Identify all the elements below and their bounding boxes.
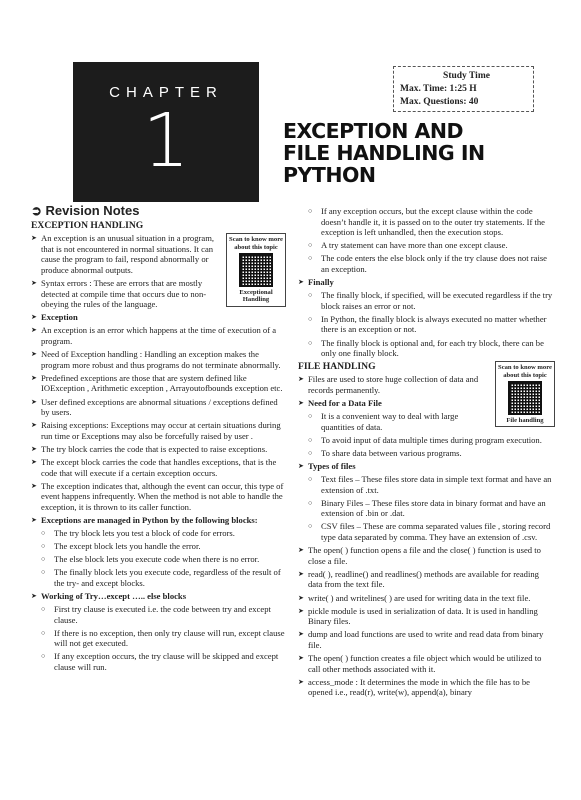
list-item: ➤ Need of Exception handling : Handling an exception makes the program more robust and thus programs do not terminate abnormally. [31, 349, 286, 370]
list-item: ➤ An exception is an unusual situation in a program, that is not encountered in normal situations. It can cause the program to fail, respond abnormally or produce abnormal outputs. [31, 233, 286, 275]
list-item: ➤ Finally [298, 277, 555, 288]
title-line: PYTHON [283, 163, 376, 187]
sub-item: ○ A try statement can have more than one except clause. [298, 240, 555, 251]
sub-item: ○ If any exception occurs, but the except clause within the code doesn’t handle it, it is passed on to the outer try statements. If the exception is left unhandled, then the execution stops. [298, 206, 555, 238]
sub-item: ○ The except block lets you handle the error. [31, 541, 286, 552]
sub-item: ○ Text files – These files store data in simple text format and have an extension of .txt. [298, 474, 555, 495]
sub-item: ○ In Python, the finally block is always executed no matter whether there is an exception or not. [298, 314, 555, 335]
right-column [298, 206, 555, 700]
left-column [31, 203, 286, 675]
list-item: ➤ The except block carries the code that handles exceptions, that is the code that will execute if a certain exception occurs. [31, 457, 286, 478]
study-time-box [393, 66, 534, 112]
sub-item: ○ To avoid input of data multiple times during program execution. [298, 435, 555, 446]
max-questions: Max. Questions: 40 [400, 97, 479, 107]
sub-item: ○ If there is no exception, then only try clause will run, except clause will not get executed. [31, 628, 286, 649]
sub-item: ○ The code enters the else block only if the try clause does not raise an exception. [298, 253, 555, 274]
list-item: ➤ User defined exceptions are abnormal situations / exceptions defined by users. [31, 397, 286, 418]
list-item: ➤ The try block carries the code that is expected to raise exceptions. [31, 444, 286, 455]
study-time-title: Study Time [443, 71, 490, 81]
list-item: ➤ The open( ) function creates a file object which would be utilized to call other methods associated with it. [298, 653, 555, 674]
list-item: ➤ read( ), readline() and readlines() methods are available for reading data from the text file. [298, 569, 555, 590]
sub-item: ○ To share data between various programs. [298, 448, 555, 459]
list-item: ➤ The open( ) function opens a file and the close( ) function is used to close a file. [298, 545, 555, 566]
list-item: ➤ Syntax errors : These are errors that are mostly detected at compile time that occurs due to non-obeying the rules of the language. [31, 278, 286, 310]
chapter-box [73, 62, 259, 202]
list-item: ➤ Types of files [298, 461, 555, 472]
qr-label: Exceptional Handling [239, 289, 273, 304]
sub-item: ○ The finally block lets you execute code, regardless of the result of the try- and except blocks. [31, 567, 286, 588]
sub-item: ○ The try block lets you test a block of code for errors. [31, 528, 286, 539]
qr-caption: Scan to know more about this topic [498, 364, 552, 379]
list-item: ➤ Files are used to store huge collection of data and records permanently. [298, 374, 555, 395]
list-item: ➤ Working of Try…except ….. else blocks [31, 591, 286, 602]
exception-handling-heading: EXCEPTION HANDLING [31, 219, 144, 231]
revision-notes-heading: ➲ Revision Notes [31, 203, 140, 218]
list-item: ➤ Predefined exceptions are those that are system defined like IOException , Arithmetic exception , Arrayoutofbounds exception etc. [31, 373, 286, 394]
list-item: ➤ access_mode : It determines the mode in which the file has to be opened i.e., read(r), write(w), append(a), binary [298, 677, 555, 698]
list-item: ➤ dump and load functions are used to write and read data from binary file. [298, 629, 555, 650]
sub-item: ○ It is a convenient way to deal with large quantities of data. [298, 411, 555, 432]
file-handling-heading: FILE HANDLING [298, 360, 376, 372]
chapter-label: CHAPTER [109, 84, 223, 101]
title-line: EXCEPTION AND [283, 119, 464, 143]
list-item: ➤ pickle module is used in serialization of data. It is used in handling Binary files. [298, 606, 555, 627]
sub-item: ○ The finally block is optional and, for each try block, there can be only one finally block. [298, 338, 555, 359]
sub-item: ○ First try clause is executed i.e. the code between try and except clause. [31, 604, 286, 625]
qr-label: File handling [506, 417, 544, 425]
list-item: ➤ Need for a Data File [298, 398, 555, 409]
sub-item: ○ Binary Files – These files store data in binary format and have an extension of .bin or .dat. [298, 498, 555, 519]
sub-item: ○ If any exception occurs, the try clause will be skipped and except clause will run. [31, 651, 286, 672]
sub-item: ○ The finally block, if specified, will be executed regardless if the try block raises an error or not. [298, 290, 555, 311]
list-item: ➤ write( ) and writelines( ) are used for writing data in the text file. [298, 593, 555, 604]
chapter-title [283, 120, 485, 186]
list-item: ➤ Raising exceptions: Exceptions may occur at certain situations during run time or Exceptions may also be forcefully raised by user . [31, 420, 286, 441]
list-item: ➤ Exceptions are managed in Python by the following blocks: [31, 515, 286, 526]
max-time: Max. Time: 1:25 H [400, 84, 477, 94]
sub-item: ○ The else block lets you execute code when there is no error. [31, 554, 286, 565]
chapter-number: 1 [142, 98, 190, 184]
sub-item: ○ CSV files – These are comma separated values file , storing record type data separated by comma. They have an extension of .csv. [298, 521, 555, 542]
qr-caption: Scan to know more about this topic [229, 236, 283, 251]
title-line: FILE HANDLING IN [283, 141, 485, 165]
list-item: ➤ An exception is an error which happens at the time of execution of a program. [31, 325, 286, 346]
list-item: ➤ Exception [31, 312, 286, 323]
list-item: ➤ The exception indicates that, although the event can occur, this type of event happens infrequently. When the method is not able to handle the exception, it is thrown to its caller function. [31, 481, 286, 513]
